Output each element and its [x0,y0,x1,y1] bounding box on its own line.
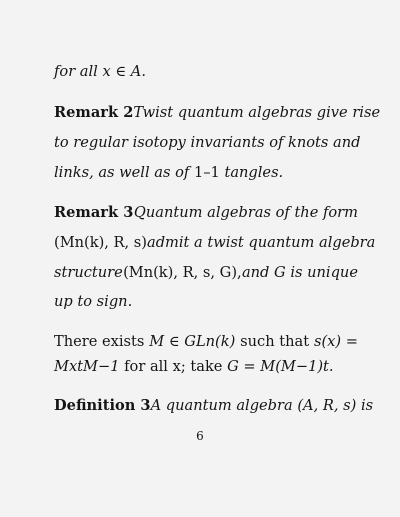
proof-text-1a: There exists [54,333,145,350]
proof-line-1 [54,333,358,351]
proof-text-2b: for all x; take [124,358,223,375]
remark-2-heading: Remark 2 [54,104,134,121]
definition-3-text-1: A quantum algebra (A, R, s) is [150,397,374,414]
remark-2-line-3 [54,164,358,182]
remark-2-line-1 [54,104,381,122]
remark-3-heading: Remark 3 [54,204,134,221]
remark-3-text-3c: and G is unique [241,264,358,281]
remark-3-line-1 [54,204,358,222]
remark-2-text-1: Twist quantum algebras give rise [133,104,381,121]
proof-math-1: M ∈ GLn(k) [149,333,236,350]
remark-2-text-3c: tangles. [224,164,284,181]
remark-3-text-1: Quantum algebras of the form [133,204,358,221]
proof-math-2: s(x) = [313,333,358,350]
remark-3-text-2: admit a twist quantum algebra [147,234,376,251]
remark-3-line-2 [54,234,376,252]
remark-2-text-3b: 1–1 [193,164,220,181]
definition-3-line-1 [54,397,374,415]
remark-3-math-1: (Mn(k), R, s) [54,234,147,251]
page-number: 6 [196,429,204,443]
proof-line-2 [54,358,358,376]
remark-3-math-2: (Mn(k), R, s, G), [123,264,242,281]
text-line-for-all: for all x ∈ A. [54,63,146,80]
proof-math-3: MxtM−1 [54,358,120,375]
proof-math-4: G = M(M−1)t. [227,358,334,375]
remark-2-line-2: to regular isotopy invariants of knots and [54,134,361,151]
remark-3-line-3 [54,264,358,282]
remark-2-text-3a: links, as well as of [54,164,190,181]
remark-3-line-4: up to sign. [54,293,133,310]
proof-text-1c: such that [240,333,310,350]
remark-3-text-3a: structure [54,264,123,281]
definition-3-heading: Definition 3 [54,397,151,414]
